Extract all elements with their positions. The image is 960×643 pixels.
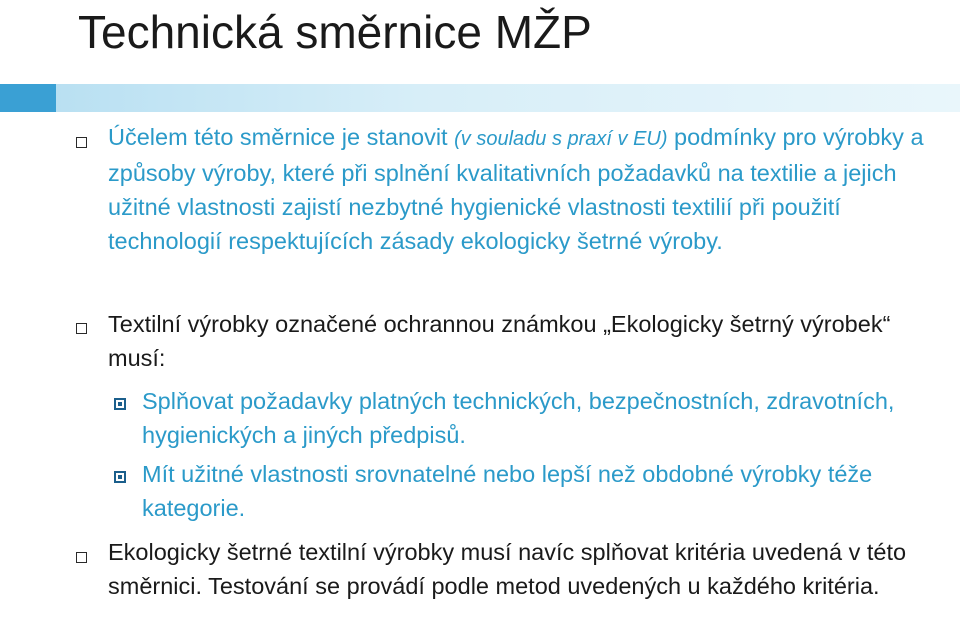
bullet-square-icon <box>76 323 87 334</box>
bullet-1-text-b: podmínky pro výrobky a způsoby výroby, které při splnění kvalitativních požadavků na textilie a jejich užitné vlastnosti zajistí nezbytné hygienické vlastnosti textilií při použití technologií respektujících zásady ekologicky šetrné výroby. <box>108 124 924 254</box>
bullet-1-text-a: Účelem této směrnice je stanovit <box>108 124 455 150</box>
bullet-3-text: Ekologicky šetrné textilní výrobky musí navíc splňovat kritéria uvedená v této směrnici. Testování se provádí podle metod uvedených u každého kritéria. <box>108 539 907 599</box>
bullet-square-icon <box>76 552 87 563</box>
title-band-gradient <box>56 84 960 112</box>
bullet-1-paren: (v souladu s praxí v EU) <box>454 128 668 150</box>
bullet-2-text: Textilní výrobky označené ochrannou známkou „Ekologicky šetrný výrobek“ musí: <box>108 311 891 371</box>
title-band-accent <box>0 84 56 112</box>
sub-bullet-1-text: Splňovat požadavky platných technických, bezpečnostních, zdravotních, hygienických a jiných předpisů. <box>142 388 895 448</box>
sub-bullet-2-text: Mít užitné vlastnosti srovnatelné nebo lepší než obdobné výrobky téže kategorie. <box>142 461 873 521</box>
bullet-square-icon <box>76 137 87 148</box>
title-band <box>0 84 960 112</box>
sub-bullet-square-icon <box>114 398 126 410</box>
bullet-1-text <box>108 120 938 258</box>
slide-title: Technická směrnice MŽP <box>78 6 592 58</box>
sub-bullet-square-icon <box>114 471 126 483</box>
